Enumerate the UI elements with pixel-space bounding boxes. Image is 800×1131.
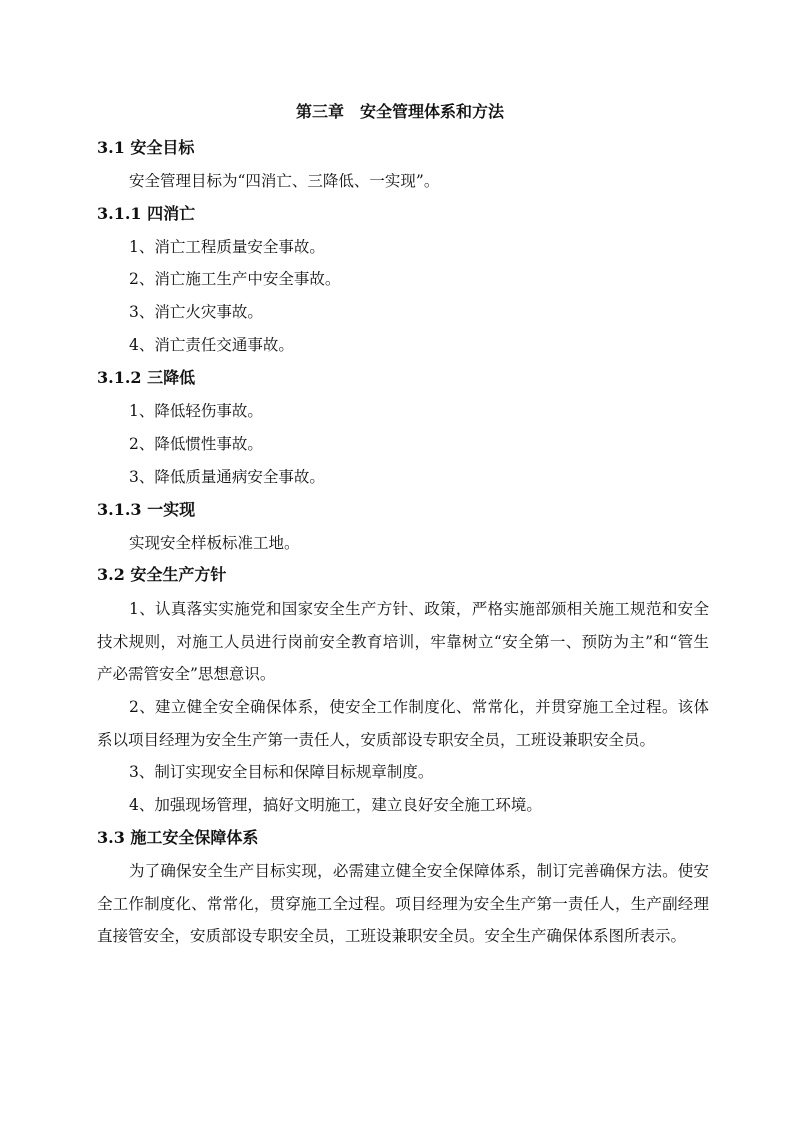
- chapter-title: 第三章 安全管理体系和方法: [295, 102, 504, 121]
- list-item: 3、消亡火灾事故。: [129, 303, 263, 321]
- list-item: 3、降低质量通病安全事故。: [129, 468, 325, 486]
- section-heading-3-1-2: 3.1.2 三降低: [97, 368, 196, 387]
- section-heading-3-1-3: 3.1.3 一实现: [97, 500, 196, 519]
- section-heading-3-1: 3.1 安全目标: [97, 138, 195, 157]
- list-item: 1、消亡工程质量安全事故。: [129, 238, 325, 256]
- list-item: 2、降低惯性事故。: [129, 435, 263, 453]
- policy-paragraph-1: 1、认真落实实施党和国家安全生产方针、政策，严格实施部颁相关施工规范和安全技术规则，对施工人员进行岗前安全教育培训，牢靠树立“安全第一、预防为主”和“管生产必需管安全”思想意识。: [97, 600, 709, 683]
- section-heading-3-3: 3.3 施工安全保障体系: [97, 828, 259, 847]
- list-item: 1、降低轻伤事故。: [129, 402, 263, 420]
- section-3-1-3-text: 实现安全样板标准工地。: [129, 534, 300, 552]
- policy-paragraph-3: 3、制订实现安全目标和保障目标规章制度。: [129, 763, 434, 781]
- section-3-1-text: 安全管理目标为“四消亡、三降低、一实现”。: [129, 172, 440, 190]
- policy-paragraph-4: 4、加强现场管理，搞好文明施工，建立良好安全施工环境。: [129, 796, 542, 814]
- policy-paragraph-2: 2、建立健全安全确保体系，使安全工作制度化、常常化，并贯穿施工全过程。该体系以项目经理为安全生产第一责任人，安质部设专职安全员，工班设兼职安全员。: [97, 698, 709, 749]
- section-heading-3-2: 3.2 安全生产方针: [97, 565, 227, 584]
- section-heading-3-1-1: 3.1.1 四消亡: [97, 204, 196, 223]
- list-item: 2、消亡施工生产中安全事故。: [129, 270, 341, 288]
- list-item: 4、消亡责任交通事故。: [129, 336, 294, 354]
- guarantee-system-paragraph: 为了确保安全生产目标实现，必需建立健全安全保障体系，制订完善确保方法。使安全工作制度化、常常化，贯穿施工全过程。项目经理为安全生产第一责任人，生产副经理直接管安全，安质部设专职安全员，工班设兼职安全员。安全生产确保体系图所表示。: [97, 862, 709, 945]
